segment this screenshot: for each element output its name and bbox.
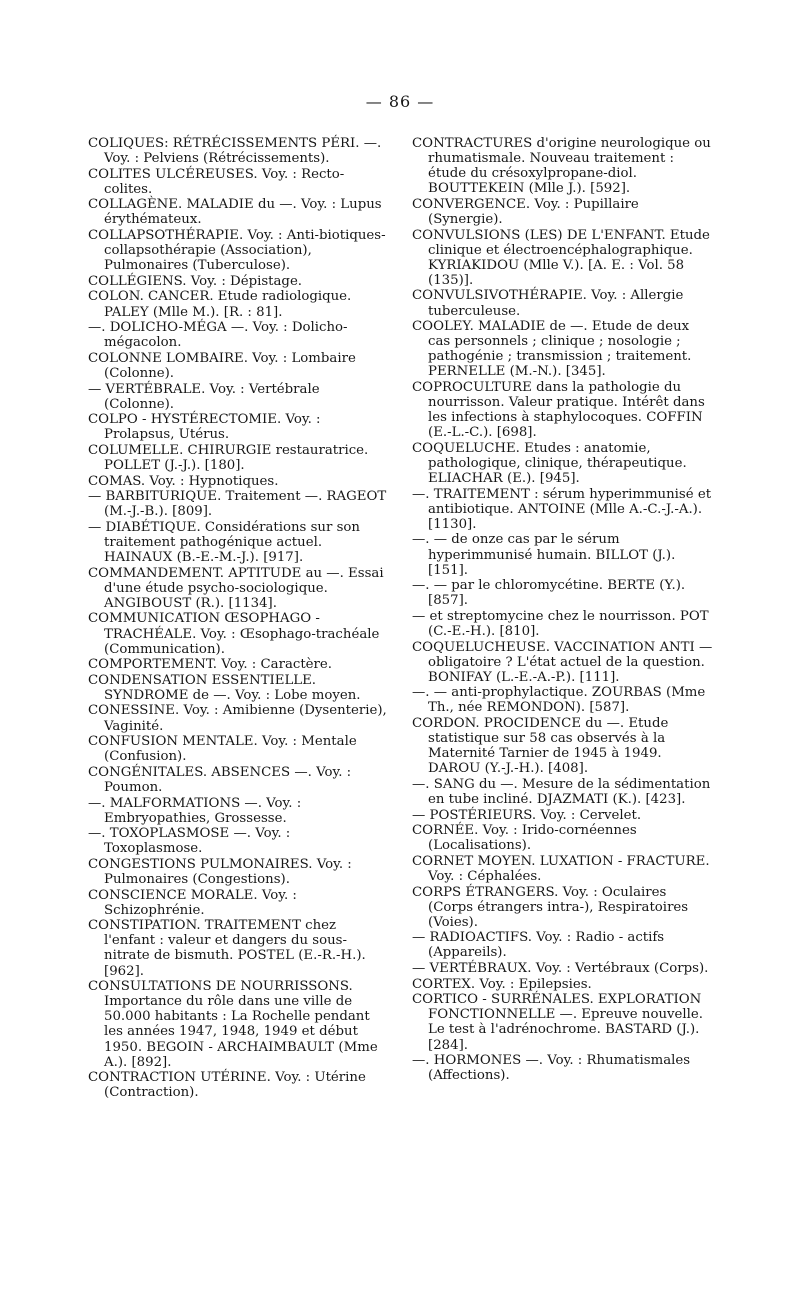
index-entry: —. HORMONES —. Voy. : Rhumatismales (Affections). xyxy=(412,1053,691,1084)
index-entry: CONGESTIONS PULMONAIRES. Voy. : Pulmonaires (Congestions). xyxy=(88,856,352,887)
index-entry: COQUELUCHEUSE. VACCINATION ANTI — obligatoire ? L'état actuel de la question. BONIFAY (L.-E.-A.-P.). [111]. xyxy=(412,639,713,685)
index-column-right xyxy=(412,136,715,1084)
index-entry: CORNÉE. Voy. : Irido-cornéennes (Localisations). xyxy=(412,823,637,854)
index-entry: CONGÉNITALES. ABSENCES —. Voy. : Poumon. xyxy=(88,764,352,795)
index-entry: CONFUSION MENTALE. Voy. : Mentale (Confusion). xyxy=(88,734,357,765)
page-number: — 86 — xyxy=(365,92,435,111)
index-entry: COMPORTEMENT. Voy. : Caractère. xyxy=(88,657,333,673)
index-column-left xyxy=(88,136,391,1101)
index-entry: COMMUNICATION ŒSOPHAGO - TRACHÉALE. Voy. : Œsophago-trachéale (Communication). xyxy=(88,611,380,657)
index-entry: —. TRAITEMENT : sérum hyperimmunisé et antibiotique. ANTOINE (Mlle A.-C.-J.-A.). [1130]. xyxy=(412,486,712,532)
index-entry: COLITES ULCÉREUSES. Voy. : Recto-colites. xyxy=(88,166,345,197)
index-entry: —. DOLICHO-MÉGA —. Voy. : Dolicho-mégacolon. xyxy=(88,320,348,351)
index-entry: — RADIOACTIFS. Voy. : Radio - actifs (Appareils). xyxy=(412,930,665,961)
index-entry: CONSULTATIONS DE NOURRISSONS. Importance du rôle dans une ville de 50.000 habitants : La Rochelle pendant les années 1947, 1948, 1949 et début 1950. BEGOIN - ARCHAIMBAULT (Mme A.). [892]. xyxy=(88,979,378,1070)
index-entry: — BARBITURIQUE. Traitement —. RAGEOT (M.-J.-B.). [809]. xyxy=(88,489,387,520)
index-entry: COOLEY. MALADIE de —. Etude de deux cas personnels ; clinique ; nosologie ; pathogénie ; transmission ; traitement. PERNELLE (M.-N.). [345]. xyxy=(412,319,692,380)
index-entry: CONTRACTURES d'origine neurologique ou rhumatismale. Nouveau traitement : étude du crésoxylpropane-diol. BOUTTEKEIN (Mlle J.). [592]. xyxy=(412,136,711,197)
index-entry: — et streptomycine chez le nourrisson. POT (C.-E.-H.). [810]. xyxy=(412,608,709,639)
index-entry: CONSTIPATION. TRAITEMENT chez l'enfant : valeur et dangers du sous-nitrate de bismuth. POSTEL (E.-R.-H.). [962]. xyxy=(88,918,366,979)
index-entry: COLLÉGIENS. Voy. : Dépistage. xyxy=(88,273,303,289)
index-entry: COLUMELLE. CHIRURGIE restauratrice. POLLET (J.-J.). [180]. xyxy=(88,442,369,473)
index-entry: COPROCULTURE dans la pathologie du nourrisson. Valeur pratique. Intérêt dans les infections à staphylocoques. COFFIN (E.-L.-C.). [698]. xyxy=(412,380,705,441)
index-entry: CORTEX. Voy. : Epilepsies. xyxy=(412,976,592,992)
index-entry: CONVULSIONS (LES) DE L'ENFANT. Etude clinique et électroencéphalographique. KYRIAKIDOU (Mlle V.). [A. E. : Vol. 58 (135)]. xyxy=(412,227,710,288)
index-entry: COLPO - HYSTÉRECTOMIE. Voy. : Prolapsus, Utérus. xyxy=(88,412,321,443)
index-entry: CORDON. PROCIDENCE du —. Etude statistique sur 58 cas observés à la Maternité Tarnier de 1945 à 1949. DAROU (Y.-J.-H.). [408]. xyxy=(412,716,669,777)
index-entry: COLON. CANCER. Etude radiologique. PALEY (Mlle M.). [R. : 81]. xyxy=(88,289,352,320)
index-entry: CONTRACTION UTÉRINE. Voy. : Utérine (Contraction). xyxy=(88,1070,366,1101)
index-entry: — VERTÉBRALE. Voy. : Vertébrale (Colonne). xyxy=(88,381,320,412)
index-entry: CONDENSATION ESSENTIELLE. SYNDROME de —. Voy. : Lobe moyen. xyxy=(88,672,361,703)
index-entry: CONSCIENCE MORALE. Voy. : Schizophrénie. xyxy=(88,887,297,918)
index-entry: COLIQUES: RÉTRÉCISSEMENTS PÉRI. —. Voy. : Pelviens (Rétrécissements). xyxy=(88,136,382,167)
index-entry: CORNET MOYEN. LUXATION - FRACTURE. Voy. : Céphalées. xyxy=(412,853,710,884)
index-entry: —. — par le chloromycétine. BERTE (Y.). [857]. xyxy=(412,578,686,609)
index-entry: — VERTÉBRAUX. Voy. : Vertébraux (Corps). xyxy=(412,961,709,977)
index-entry: CORPS ÉTRANGERS. Voy. : Oculaires (Corps étrangers intra-), Respiratoires (Voies). xyxy=(412,884,689,930)
index-entry: CONESSINE. Voy. : Amibienne (Dysenterie), Vaginité. xyxy=(88,703,387,734)
index-entry: —. — de onze cas par le sérum hyperimmunisé humain. BILLOT (J.). [151]. xyxy=(412,532,676,578)
index-entry: —. MALFORMATIONS —. Voy. : Embryopathies, Grossesse. xyxy=(88,795,302,826)
index-entry: CONVULSIVOTHÉRAPIE. Voy. : Allergie tuberculeuse. xyxy=(412,288,684,319)
index-entry: COMAS. Voy. : Hypnotiques. xyxy=(88,473,279,489)
index-entry: CONVERGENCE. Voy. : Pupillaire (Synergie). xyxy=(412,196,639,227)
index-entry: — DIABÉTIQUE. Considérations sur son traitement pathogénique actuel. HAINAUX (B.-E.-M.-J.). [917]. xyxy=(88,519,360,566)
index-entry: COMMANDEMENT. APTITUDE au —. Essai d'une étude psycho-sociologique. ANGIBOUST (R.). [1134]. xyxy=(88,565,384,611)
index-entry: —. TOXOPLASMOSE —. Voy. : Toxoplasmose. xyxy=(88,826,291,857)
index-entry: COLLAGÈNE. MALADIE du —. Voy. : Lupus érythémateux. xyxy=(88,197,382,228)
index-entry: — POSTÉRIEURS. Voy. : Cervelet. xyxy=(412,807,642,823)
index-entry: —. SANG du —. Mesure de la sédimentation en tube incliné. DJAZMATI (K.). [423]. xyxy=(412,776,711,808)
index-entry: COQUELUCHE. Etudes : anatomie, pathologique, clinique, thérapeutique. ELIACHAR (E.). [945]. xyxy=(412,440,687,487)
index-entry: COLLAPSOTHÉRAPIE. Voy. : Anti-biotiques-collapsothérapie (Association), Pulmonaires (Tuberculose). xyxy=(88,228,386,274)
index-entry: COLONNE LOMBAIRE. Voy. : Lombaire (Colonne). xyxy=(88,350,356,381)
index-entry: CORTICO - SURRÉNALES. EXPLORATION FONCTIONNELLE —. Epreuve nouvelle. Le test à l'adrénochrome. BASTARD (J.). [284]. xyxy=(412,992,704,1053)
index-entry: —. — anti-prophylactique. ZOURBAS (Mme Th., née REMONDON). [587]. xyxy=(412,685,706,716)
